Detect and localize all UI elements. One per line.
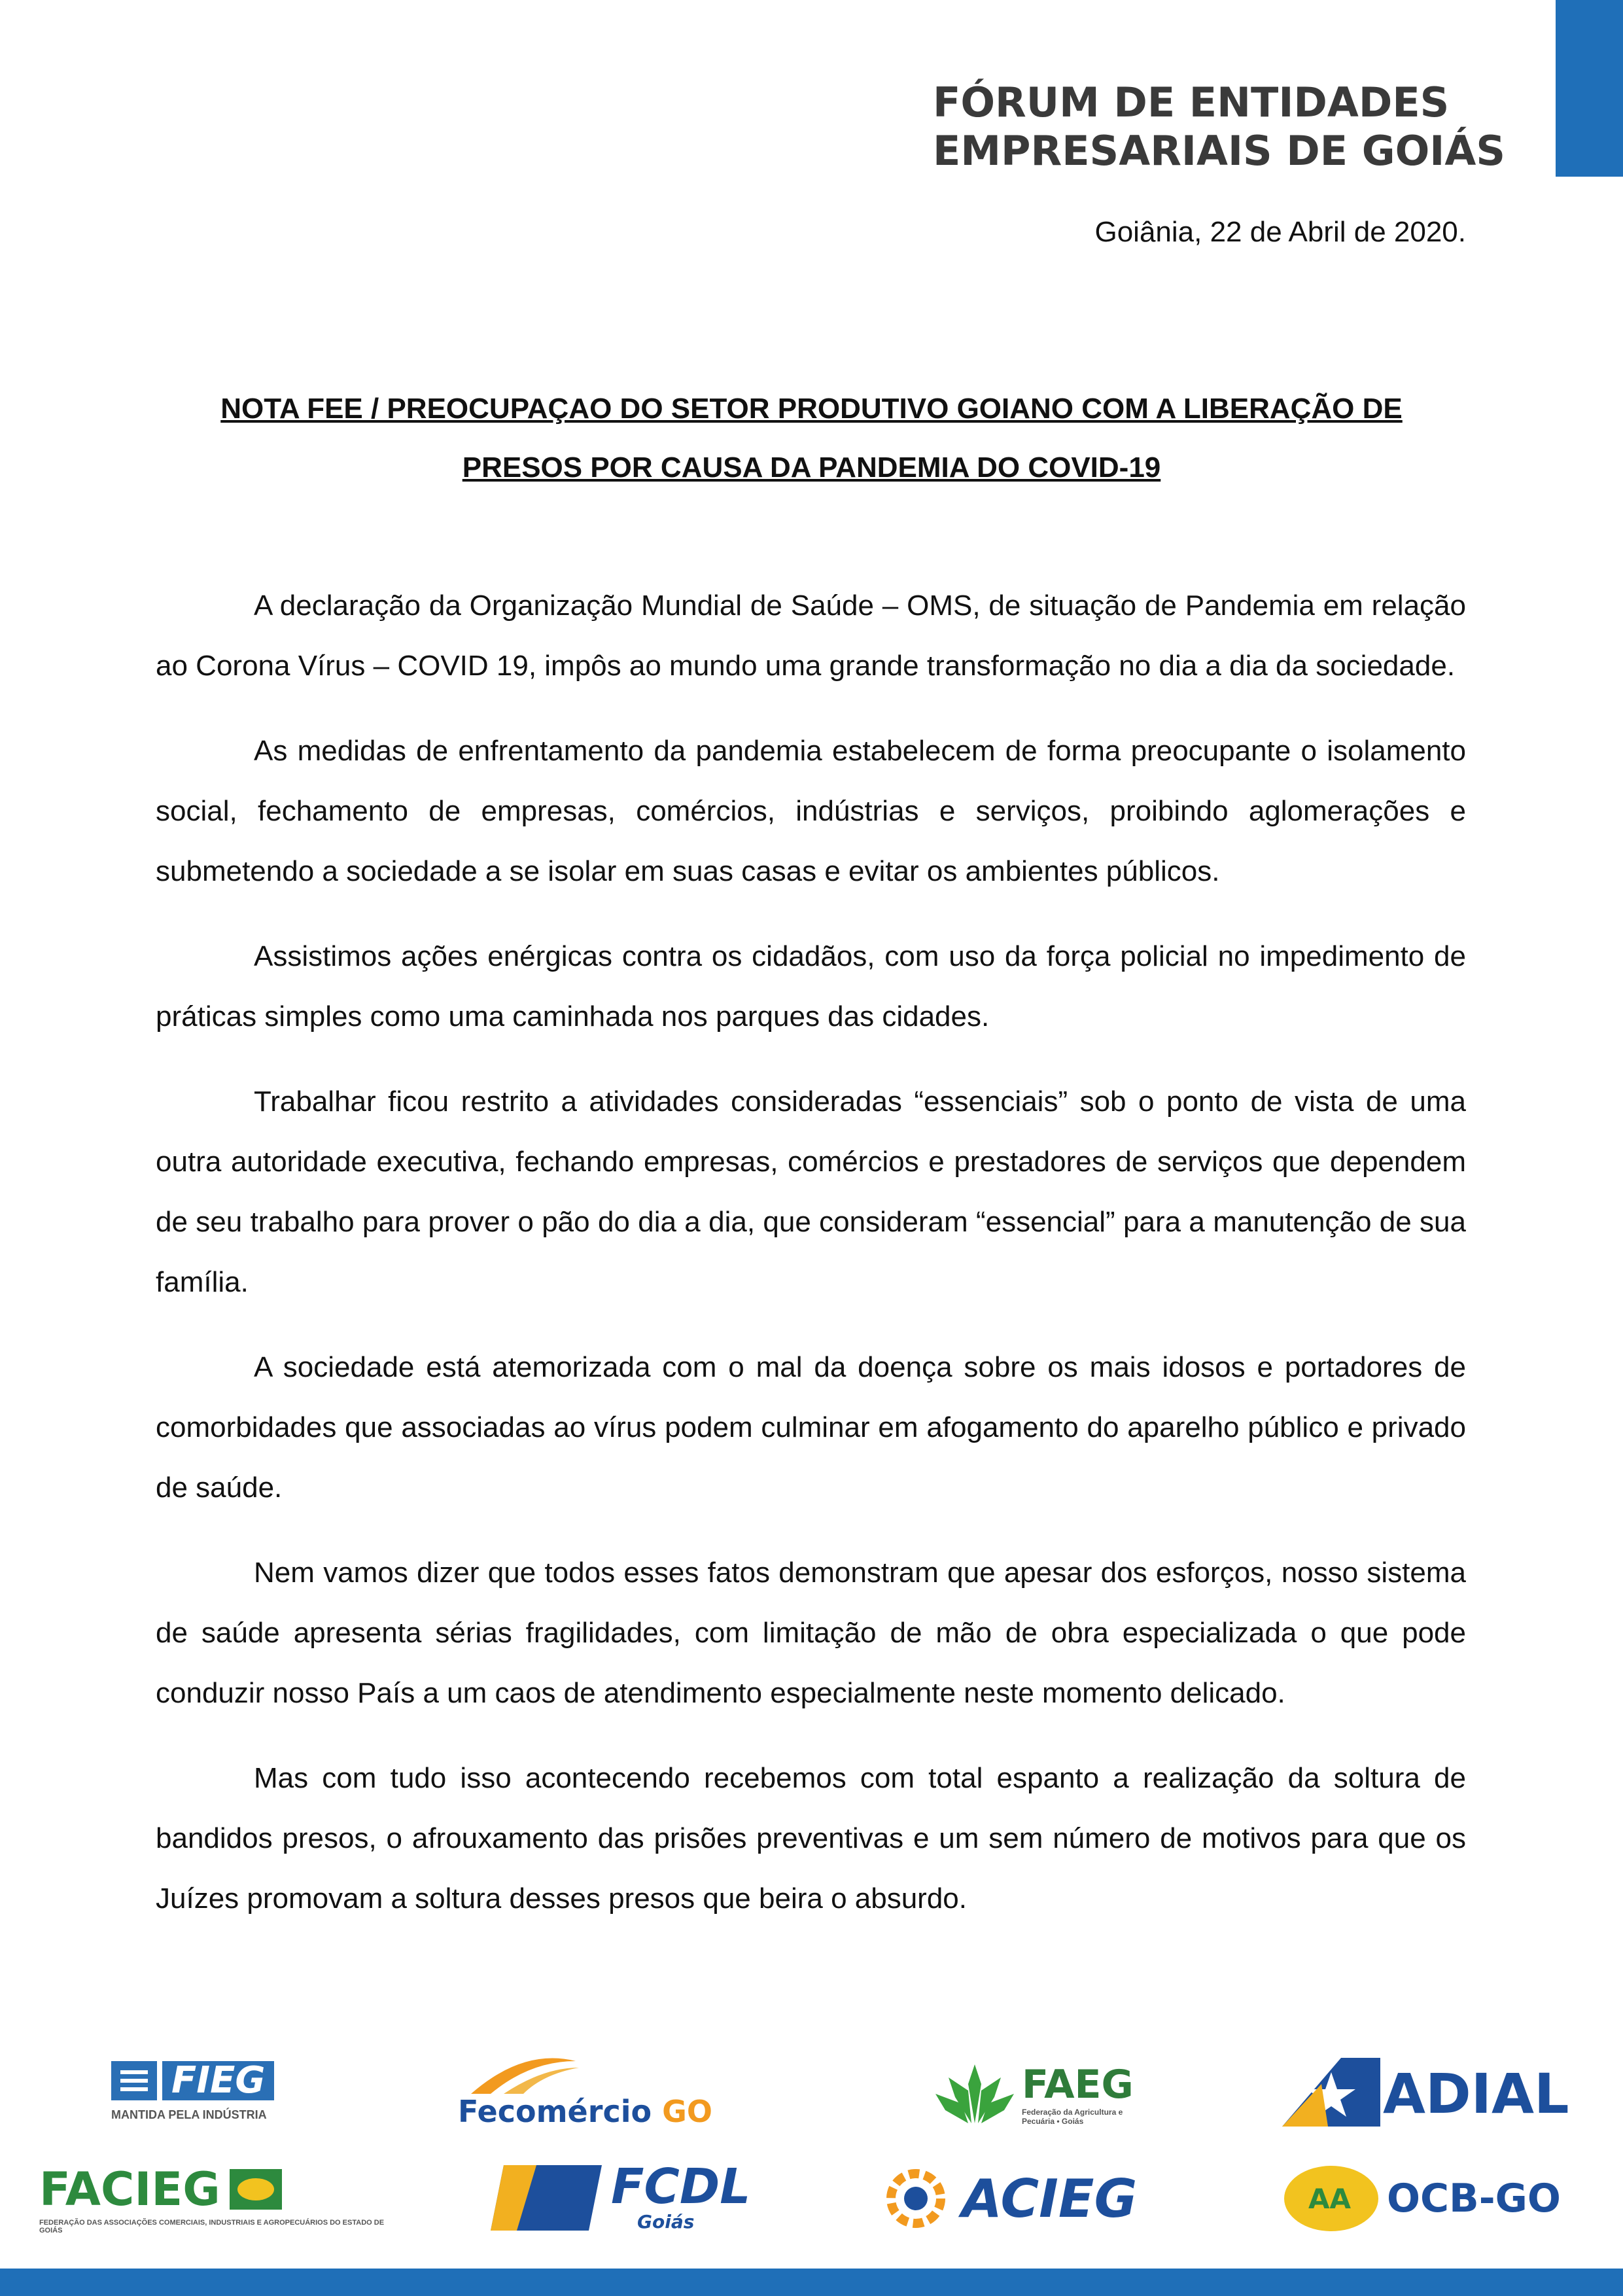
document-body <box>156 576 1466 1954</box>
ocb-logo <box>1282 2163 1561 2234</box>
fieg-logo <box>111 2061 274 2122</box>
paragraph: Trabalhar ficou restrito a atividades consideradas “essenciais” sob o ponto de vista de uma outra autoridade executiva, fechando empresas, comércios e prestadores de serviços que dependem de seu trabalho para prover o pão do dia a dia, que consideram “essencial” para a manutenção de sua família. <box>156 1086 1466 1298</box>
bottom-accent-bar <box>0 2269 1623 2296</box>
acieg-name: ACIEG <box>962 2168 1138 2229</box>
facieg-name: FACIEG <box>39 2163 220 2216</box>
fieg-emblem-icon <box>111 2061 157 2100</box>
fcdl-flag-icon <box>491 2165 602 2231</box>
paragraph: Mas com tudo isso acontecendo recebemos com total espanto a realização da soltura de bandidos presos, o afrouxamento das prisões preventivas e um sem número de motivos para que os Juízes promovam a soltura desses presos que beira o absurdo. <box>156 1762 1466 1915</box>
corner-accent-bar <box>1556 0 1623 177</box>
facieg-tagline: FEDERAÇÃO DAS ASSOCIAÇÕES COMERCIAIS, INDUSTRIAIS E AGROPECUÁRIOS DO ESTADO DE GOIÁS <box>39 2219 385 2234</box>
adial-name: ADIAL <box>1383 2062 1569 2126</box>
facieg-emblem-icon <box>230 2169 282 2210</box>
fieg-name: FIEG <box>162 2061 274 2100</box>
faeg-tagline: Federação da Agricultura e Pecuária • Goiás <box>1022 2108 1123 2126</box>
fecomercio-name <box>458 2094 712 2129</box>
fieg-tagline: MANTIDA PELA INDÚSTRIA <box>111 2108 267 2121</box>
svg-text:AA: AA <box>1308 2183 1352 2215</box>
fecomercio-name-text: Fecomércio <box>458 2094 652 2129</box>
fcdl-logo <box>491 2159 751 2233</box>
adial-star-icon <box>1282 2058 1380 2130</box>
organization-title <box>933 79 1505 175</box>
faeg-wheat-icon <box>935 2058 1014 2130</box>
faeg-logo <box>935 2058 1134 2130</box>
faeg-name: FAEG <box>1022 2062 1134 2108</box>
fcdl-name: FCDL <box>611 2159 751 2215</box>
paragraph: Nem vamos dizer que todos esses fatos demonstram que apesar dos esforços, nosso sistema de saúde apresenta sérias fragilidades, com limitação de mão de obra especializada o que pode conduzir nosso País a um caos de atendimento especialmente neste momento delicado. <box>156 1557 1466 1709</box>
facieg-logo <box>39 2163 406 2234</box>
ocb-name: OCB-GO <box>1387 2176 1561 2221</box>
paragraph: A sociedade está atemorizada com o mal da doença sobre os mais idosos e portadores de comorbidades que associadas ao vírus podem culminar em afogamento do aparelho público e privado de saúde. <box>156 1351 1466 1504</box>
adial-logo <box>1282 2058 1569 2130</box>
ocb-emblem-icon <box>1282 2163 1380 2234</box>
paragraph: Assistimos ações enérgicas contra os cidadãos, com uso da força policial no impedimento de práticas simples como uma caminhada nos parques das cidades. <box>156 940 1466 1033</box>
acieg-logo <box>883 2166 1137 2231</box>
document-date: Goiânia, 22 de Abril de 2020. <box>1094 216 1466 248</box>
fecomercio-suffix: GO <box>662 2094 712 2129</box>
org-title-line2: EMPRESARIAIS DE GOIÁS <box>932 127 1505 175</box>
acieg-gear-icon <box>883 2166 955 2231</box>
paragraph: As medidas de enfrentamento da pandemia estabelecem de forma preocupante o isolamento social, fechamento de empresas, comércios, indústrias e serviços, proibindo aglomerações e submetendo a sociedade a se isolar em suas casas e evitar os ambientes públicos. <box>156 735 1466 887</box>
document-title: NOTA FEE / PREOCUPAÇAO DO SETOR PRODUTIVO GOIANO COM A LIBERAÇÃO DE PRESOS POR CAUSA DA PANDEMIA DO COVID-19 <box>220 393 1403 484</box>
fecomercio-logo <box>458 2055 798 2133</box>
org-title-line1: FÓRUM DE ENTIDADES <box>932 79 1450 126</box>
paragraph: A declaração da Organização Mundial de Saúde – OMS, de situação de Pandemia em relação ao Corona Vírus – COVID 19, impôs ao mundo uma grande transformação no dia a dia da sociedade. <box>156 590 1466 682</box>
fcdl-suffix: Goiás <box>637 2211 695 2233</box>
partner-logos <box>0 2028 1623 2244</box>
